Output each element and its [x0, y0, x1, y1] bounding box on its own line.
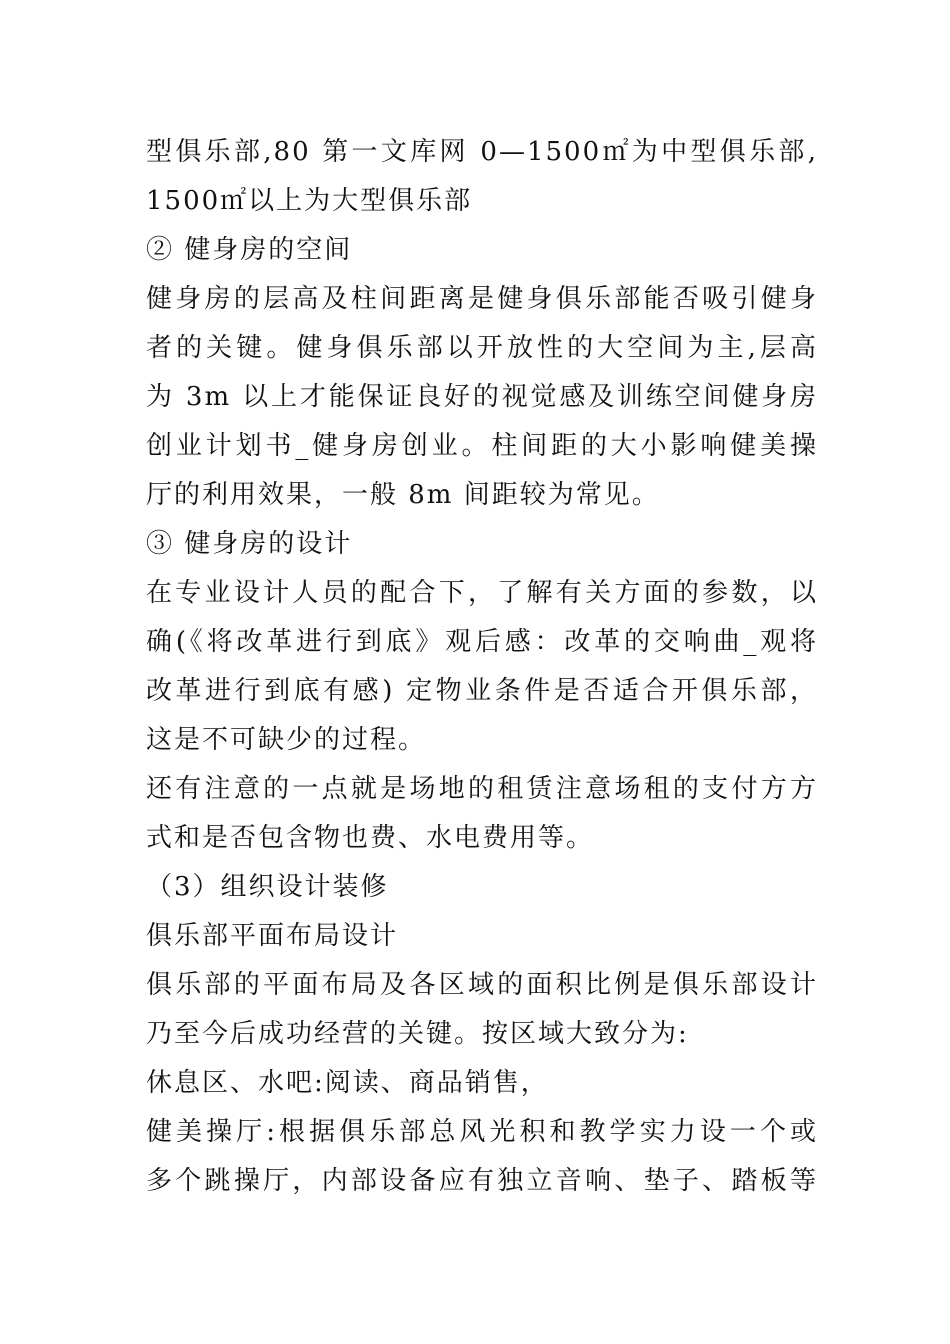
text-line: 式和是否包含物也费、水电费用等。: [146, 823, 595, 853]
text-line: 型俱乐部,80 第一文库网 0—1500㎡为中型俱乐部,: [146, 137, 818, 167]
text-line: 还有注意的一点就是场地的租赁注意场租的支付方方: [146, 774, 818, 804]
text-line: 多个跳操厅，内部设备应有独立音响、垫子、踏板等: [146, 1166, 818, 1196]
text-line: 创业计划书_健身房创业。柱间距的大小影响健美操: [146, 431, 818, 461]
text-line: 改革进行到底有感) 定物业条件是否适合开俱乐部，: [146, 676, 818, 706]
text-line: 为 3m 以上才能保证良好的视觉感及训练空间健身房: [146, 382, 818, 412]
section-heading: ② 健身房的空间: [146, 235, 353, 265]
text-line: 健美操厅:根据俱乐部总风光积和教学实力设一个或: [146, 1117, 818, 1147]
text-line: 1500㎡以上为大型俱乐部: [146, 186, 473, 216]
text-line: 健身房的层高及柱间距离是健身俱乐部能否吸引健身: [146, 284, 818, 314]
section-heading: （3）组织设计装修: [146, 872, 389, 902]
subsection-heading: 俱乐部平面布局设计: [146, 921, 399, 951]
text-line: 俱乐部的平面布局及各区域的面积比例是俱乐部设计: [146, 970, 818, 1000]
document-body: [146, 128, 818, 1206]
section-heading: ③ 健身房的设计: [146, 529, 353, 559]
text-line: 者的关键。健身俱乐部以开放性的大空间为主,层高: [146, 333, 818, 363]
text-line: 乃至今后成功经营的关键。按区域大致分为:: [146, 1019, 689, 1049]
text-line: 确(《将改革进行到底》观后感：改革的交响曲_观将: [146, 627, 818, 657]
text-line: 这是不可缺少的过程。: [146, 725, 427, 755]
text-line: 厅的利用效果，一般 8m 间距较为常见。: [146, 480, 660, 510]
text-line: 休息区、水吧:阅读、商品销售，: [146, 1068, 549, 1098]
text-line: 在专业设计人员的配合下，了解有关方面的参数，以: [146, 578, 818, 608]
